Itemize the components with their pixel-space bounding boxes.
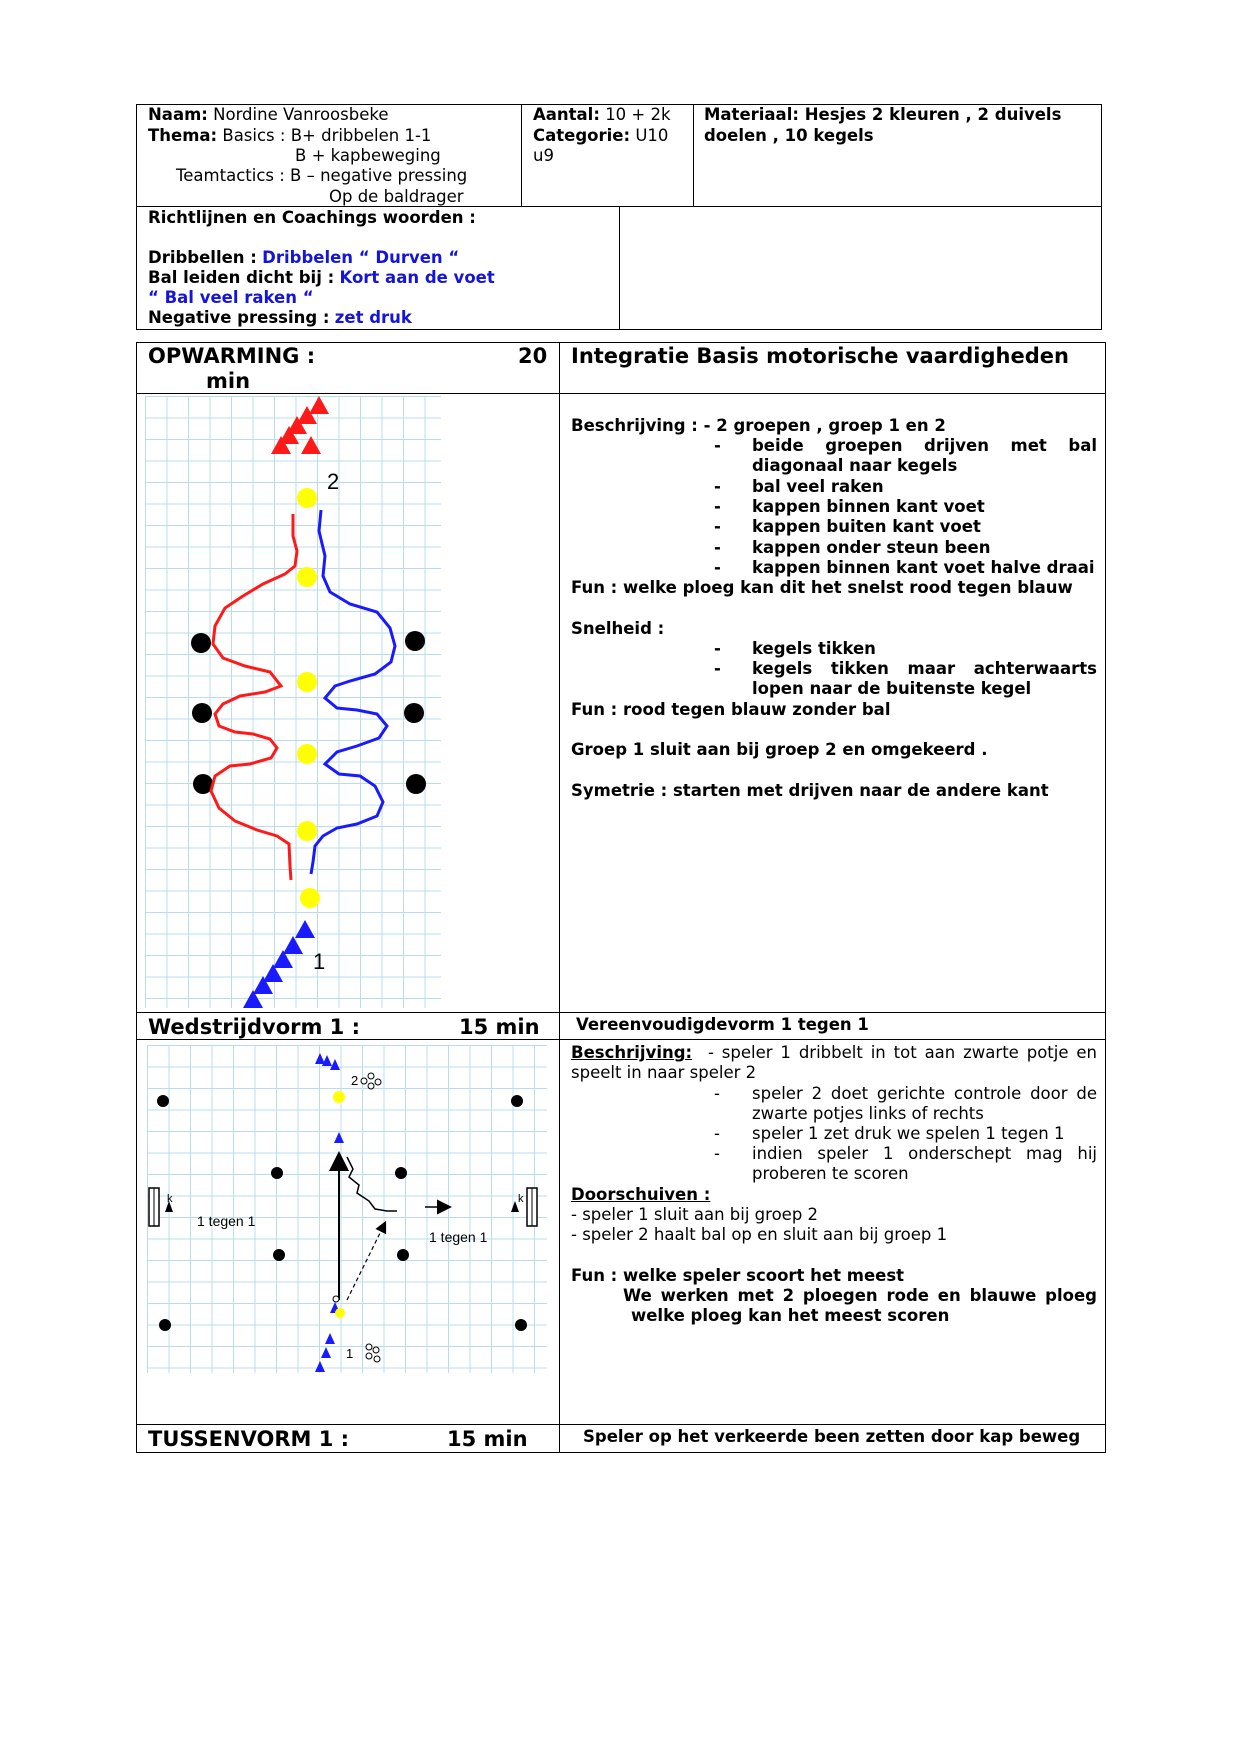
blue-player-marker: [334, 1132, 344, 1143]
categorie-line-2: u9: [533, 146, 554, 165]
opwarming-item: kappen binnen kant voet halve draai: [752, 558, 1095, 577]
opwarming-subtitle: Integratie Basis motorische vaardigheden: [571, 344, 1069, 368]
negative-pressing-line: Negative pressing : zet druk: [148, 308, 412, 327]
group-2-label: 2: [351, 1073, 359, 1088]
ball-icon: [333, 1296, 339, 1302]
yellow-ball: [333, 1091, 345, 1103]
blue-player-marker: [315, 1053, 325, 1064]
black-cone: [273, 1249, 285, 1261]
list-dash: -: [714, 497, 721, 516]
yellow-ball: [297, 488, 317, 508]
thema-line-2: B + kapbeweging: [295, 146, 441, 165]
dribble-path: [347, 1157, 397, 1211]
opwarming-item: bal veel raken: [752, 477, 884, 496]
wedstrijdvorm-subtitle: Vereenvoudigdevorm 1 tegen 1: [576, 1015, 869, 1034]
list-dash: -: [714, 517, 721, 536]
black-cone: [192, 703, 212, 723]
aantal-line: Aantal: 10 + 2k: [533, 105, 671, 124]
opwarming-item: kappen onder steun been: [752, 538, 991, 557]
ball-icon: [373, 1347, 379, 1353]
bal-leiden-line: Bal leiden dicht bij : Kort aan de voet: [148, 268, 495, 287]
symetrie-line: Symetrie : starten met drijven naar de andere kant: [571, 781, 1049, 800]
ball-icon: [374, 1356, 380, 1362]
wedstrijdvorm-duration: 15 min: [459, 1015, 540, 1039]
red-player-marker: [301, 436, 321, 454]
richtlijnen-title: Richtlijnen en Coachings woorden :: [148, 208, 476, 227]
materiaal-line-1: Materiaal: Hesjes 2 kleuren , 2 duivels: [704, 105, 1062, 124]
blue-player-marker: [321, 1347, 331, 1358]
keeper-label: k: [518, 1193, 524, 1205]
ball-icon: [361, 1078, 367, 1084]
header-col-divider-2: [693, 104, 694, 206]
ball-icon: [368, 1083, 374, 1089]
black-cone: [157, 1095, 169, 1107]
list-dash: -: [714, 1084, 720, 1103]
list-dash: -: [714, 538, 721, 557]
wedstrijdvorm-fun-2: We werken met 2 ploegen rode en blauwe ploeg: [623, 1286, 1097, 1305]
black-cone: [159, 1319, 171, 1331]
wedstrijdvorm-item: speler 1 zet druk we spelen 1 tegen 1: [752, 1124, 1065, 1143]
blue-player-marker: [283, 936, 303, 954]
tussenvorm-title: TUSSENVORM 1 :: [148, 1427, 350, 1451]
wedstrijdvorm-beschrijving: Beschrijving: - speler 1 dribbelt in tot aan zwarte potje en: [571, 1043, 1097, 1062]
keeper-label: k: [167, 1193, 173, 1205]
opwarming-item: kappen buiten kant voet: [752, 517, 981, 536]
ball-icon: [368, 1073, 374, 1079]
tussenvorm-duration: 15 min: [447, 1427, 528, 1451]
groep-line: Groep 1 sluit aan bij groep 2 en omgekeerd .: [571, 740, 988, 759]
yellow-ball: [300, 888, 320, 908]
blue-player-marker: [295, 920, 315, 938]
opwarming-item: kappen binnen kant voet: [752, 497, 985, 516]
group-1-label: 1: [346, 1346, 354, 1361]
materiaal-line-2: doelen , 10 kegels: [704, 126, 874, 145]
thema-line-4: Op de baldrager: [329, 187, 464, 206]
blue-player-marker: [330, 1059, 340, 1070]
tussenvorm-subtitle: Speler op het verkeerde been zetten door kap beweg: [583, 1427, 1081, 1446]
row-divider-2: [136, 1012, 1106, 1013]
opwarming-duration-unit: min: [206, 369, 251, 393]
black-cone: [395, 1167, 407, 1179]
opwarming-item: beide groepen drijven met bal diagonaal naar kegels: [752, 436, 1097, 475]
opwarming-fun-1: Fun : welke ploeg kan dit het snelst rood tegen blauw: [571, 578, 1073, 597]
categorie-line: Categorie: U10: [533, 126, 669, 145]
blue-player-marker: [325, 1333, 335, 1344]
black-cone: [404, 703, 424, 723]
wedstrijdvorm-fun-1: Fun : welke speler scoort het meest: [571, 1266, 905, 1285]
row-divider-1: [136, 393, 1106, 394]
black-cone: [397, 1249, 409, 1261]
opwarming-fun-2: Fun : rood tegen blauw zonder bal: [571, 700, 891, 719]
tegen-label-left: 1 tegen 1: [197, 1213, 256, 1229]
black-cone: [405, 631, 425, 651]
naam-line: Naam: Nordine Vanroosbeke: [148, 105, 389, 124]
wedstrijdvorm-item: indien speler 1 onderschept mag hij proberen te scoren: [752, 1144, 1097, 1183]
list-dash: -: [714, 558, 721, 577]
yellow-ball: [297, 744, 317, 764]
opwarming-diagram-svg: [145, 396, 441, 1008]
thema-line-3: Teamtactics : B – negative pressing: [176, 166, 468, 185]
wedstrijdvorm-beschrijving-2: speelt in naar speler 2: [571, 1063, 757, 1082]
red-dribble-path: [211, 514, 297, 880]
black-cone: [406, 774, 426, 794]
header-col-divider-3: [619, 206, 620, 330]
group-1-label: 1: [313, 949, 326, 974]
list-dash: -: [714, 1144, 720, 1163]
wedstrijdvorm-title: Wedstrijdvorm 1 :: [148, 1015, 360, 1039]
list-dash: -: [714, 639, 721, 658]
doorschuiven-line-1: - speler 1 sluit aan bij groep 2: [571, 1205, 819, 1224]
header-col-divider-1: [521, 104, 522, 206]
yellow-ball: [297, 672, 317, 692]
yellow-ball: [297, 567, 317, 587]
list-dash: -: [714, 436, 721, 455]
yellow-ball: [335, 1308, 345, 1318]
yellow-ball: [297, 821, 317, 841]
blue-player-marker: [315, 1361, 325, 1372]
bal-veel-raken-line: “ Bal veel raken “: [148, 288, 314, 307]
wedstrijdvorm-diagram-svg: [147, 1045, 547, 1373]
ball-icon: [366, 1344, 372, 1350]
red-player-marker: [309, 396, 329, 414]
row-divider-4: [136, 1424, 1106, 1425]
doorschuiven-title: Doorschuiven :: [571, 1185, 711, 1204]
wedstrijdvorm-fun-3: welke ploeg kan het meest scoren: [631, 1306, 950, 1325]
snelheid-item: kegels tikken maar achterwaarts lopen naar de buitenste kegel: [752, 659, 1097, 698]
doorschuiven-line-2: - speler 2 haalt bal op en sluit aan bij groep 1: [571, 1225, 948, 1244]
tegen-label-right: 1 tegen 1: [429, 1229, 488, 1245]
black-cone: [271, 1167, 283, 1179]
blue-dribble-path: [311, 510, 395, 874]
run-arrow: [347, 1223, 385, 1300]
list-dash: -: [714, 477, 721, 496]
black-cone: [515, 1319, 527, 1331]
list-dash: -: [714, 659, 721, 678]
wedstrijdvorm-item: speler 2 doet gerichte controle door de zwarte potjes links of rechts: [752, 1084, 1097, 1123]
opwarming-diagram: [145, 396, 441, 1008]
snelheid-item: kegels tikken: [752, 639, 876, 658]
group-2-label: 2: [327, 469, 340, 494]
snelheid-title: Snelheid :: [571, 619, 665, 638]
blue-player-marker: [322, 1055, 332, 1066]
ball-icon: [375, 1079, 381, 1085]
opwarming-beschrijving: Beschrijving : - 2 groepen , groep 1 en 2: [571, 416, 946, 435]
wedstrijdvorm-diagram: [147, 1045, 547, 1373]
thema-line: Thema: Basics : B+ dribbelen 1-1: [148, 126, 432, 145]
black-cone: [511, 1095, 523, 1107]
dribbelen-line: Dribbellen : Dribbelen “ Durven “: [148, 248, 460, 267]
main-col-divider: [559, 342, 560, 1453]
ball-icon: [366, 1353, 372, 1359]
opwarming-title: OPWARMING :: [148, 344, 316, 368]
list-dash: -: [714, 1124, 720, 1143]
black-cone: [191, 633, 211, 653]
opwarming-duration: 20: [518, 344, 548, 368]
